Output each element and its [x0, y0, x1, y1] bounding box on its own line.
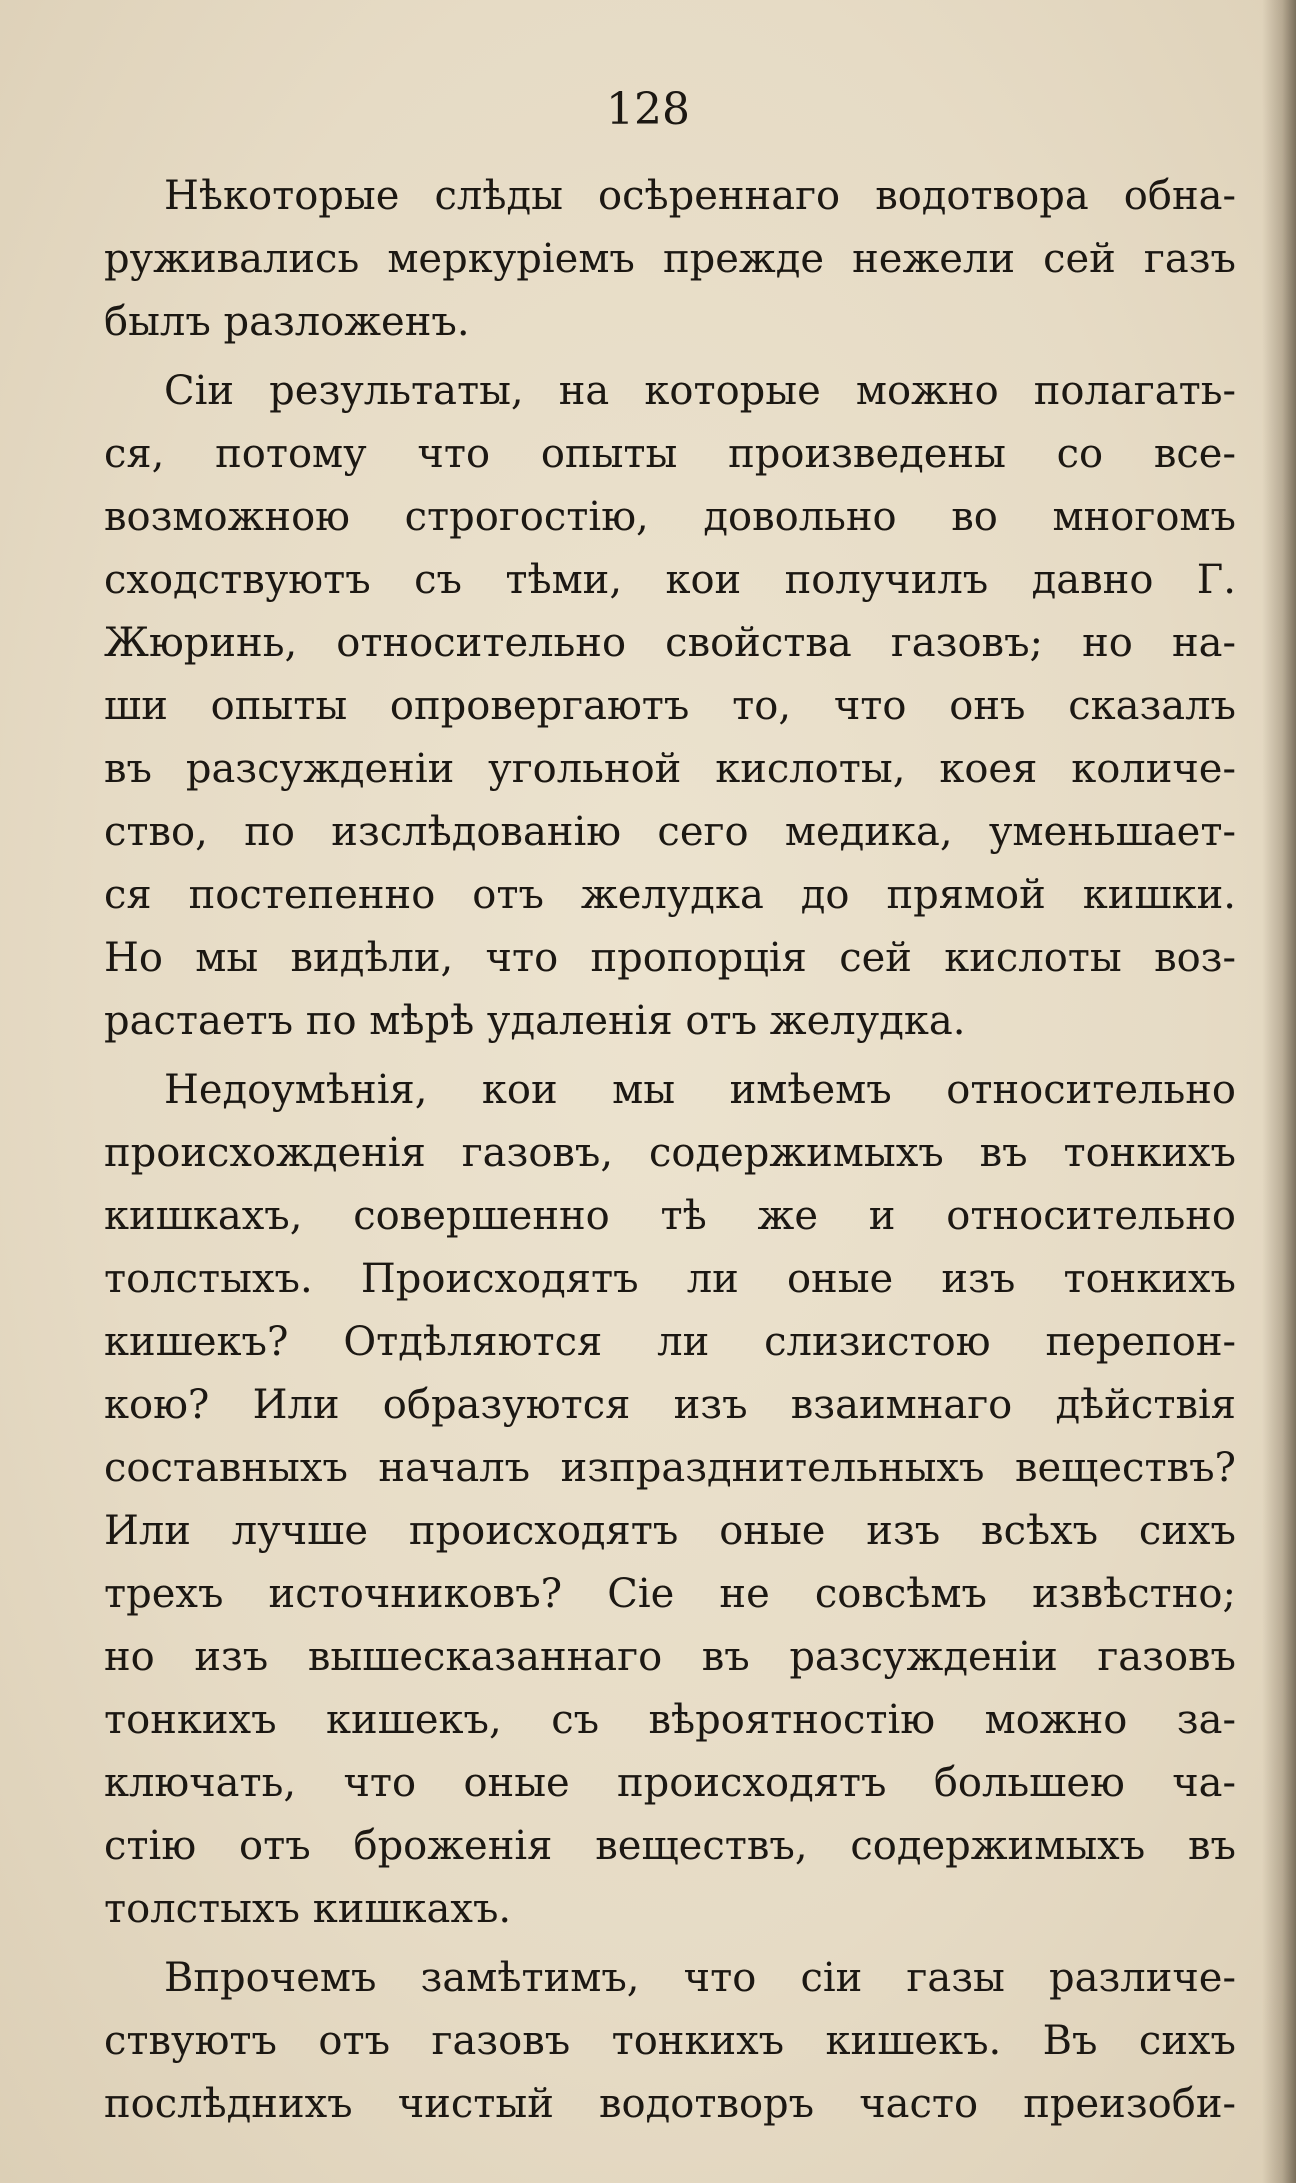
- text-line: Впрочемъ замѣтимъ, что сіи газы различе-: [164, 1955, 1236, 2001]
- text-line: въ разсужденіи угольной кислоты, коея количе-: [104, 746, 1236, 792]
- text-line: ши опыты опровергаютъ то, что онъ сказалъ: [104, 683, 1236, 729]
- text-line: Недоумѣнія, кои мы имѣемъ относительно: [164, 1067, 1236, 1113]
- text-line: ся, потому что опыты произведены со все-: [104, 431, 1236, 477]
- text-line: руживались меркуріемъ прежде нежели сей газъ: [104, 236, 1236, 282]
- text-line: стію отъ броженія веществъ, содержимыхъ въ: [104, 1823, 1236, 1869]
- page-number: 128: [606, 84, 690, 135]
- text-line: ство, по изслѣдованію сего медика, уменьшает-: [104, 809, 1236, 855]
- text-line: ствуютъ отъ газовъ тонкихъ кишекъ. Въ сихъ: [104, 2018, 1236, 2064]
- text-line: кою? Или образуются изъ взаимнаго дѣйствія: [104, 1382, 1236, 1428]
- text-line: ключать, что оные происходятъ большею ча-: [104, 1760, 1236, 1806]
- text-line: кишекъ? Отдѣляются ли слизистою перепон-: [104, 1319, 1236, 1365]
- text-line: сходствуютъ съ тѣми, кои получилъ давно Г.: [104, 557, 1236, 603]
- text-line: Но мы видѣли, что пропорція сей кислоты воз-: [104, 935, 1236, 981]
- text-line: ся постепенно отъ желудка до прямой кишки.: [104, 872, 1236, 918]
- text-line: толстыхъ. Происходятъ ли оные изъ тонкихъ: [104, 1256, 1236, 1302]
- text-line: тонкихъ кишекъ, съ вѣроятностію можно за-: [104, 1697, 1236, 1743]
- text-line: толстыхъ кишкахъ.: [104, 1886, 512, 1932]
- body-text: [104, 165, 1236, 2136]
- text-line: послѣднихъ чистый водотворъ часто преизоби-: [104, 2081, 1236, 2127]
- text-line: составныхъ началъ изпразднительныхъ веществъ?: [104, 1445, 1236, 1491]
- text-line: растаетъ по мѣрѣ удаленія отъ желудка.: [104, 998, 966, 1044]
- text-line: но изъ вышесказаннаго въ разсужденіи газовъ: [104, 1634, 1236, 1680]
- text-line: кишкахъ, совершенно тѣ же и относительно: [104, 1193, 1236, 1239]
- text-line: Жюринь, относительно свойства газовъ; но на-: [104, 620, 1236, 666]
- text-line: возможною строгостію, довольно во многомъ: [104, 494, 1236, 540]
- text-line: Нѣкоторые слѣды осѣреннаго водотвора обна-: [164, 173, 1236, 219]
- text-line: Сіи результаты, на которые можно полагать-: [164, 368, 1236, 414]
- text-line: былъ разложенъ.: [104, 299, 470, 345]
- text-line: трехъ источниковъ? Сіе не совсѣмъ извѣстно;: [104, 1571, 1236, 1617]
- text-line: происхожденія газовъ, содержимыхъ въ тонкихъ: [104, 1130, 1236, 1176]
- text-line: Или лучше происходятъ оные изъ всѣхъ сихъ: [104, 1508, 1236, 1554]
- page-edge-shadow: [1262, 0, 1296, 2183]
